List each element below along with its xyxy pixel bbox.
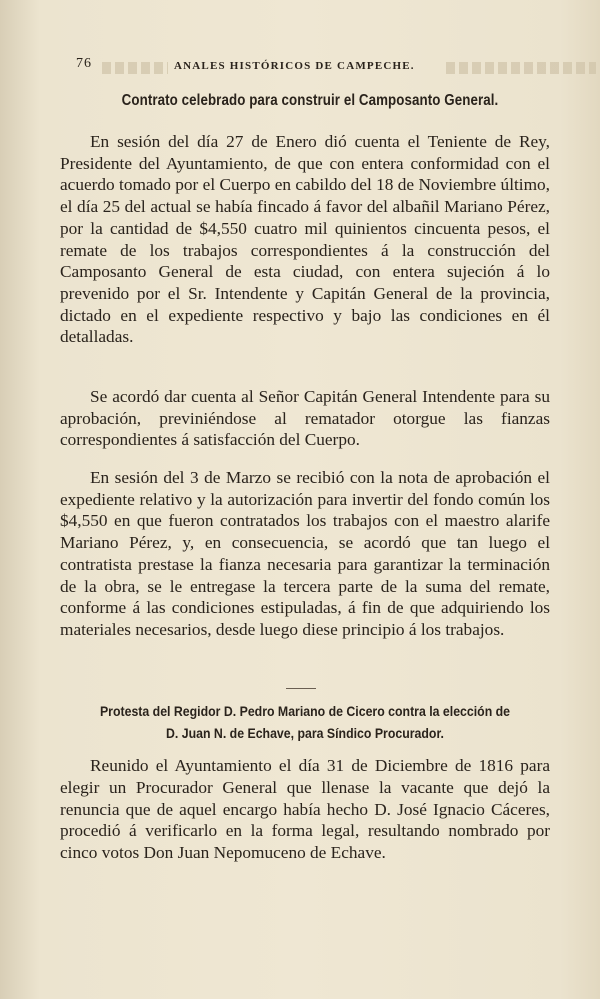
page-number: 76 bbox=[76, 56, 92, 71]
section-title-protesta bbox=[72, 700, 538, 744]
paragraph-2 bbox=[60, 386, 550, 451]
paragraph-3 bbox=[60, 467, 550, 641]
paragraph-text: En sesión del día 27 de Enero dió cuenta el Teniente de Rey, Presidente del Ayuntamiento, de que con entera conformidad con el acuerdo tomado por el Cuerpo en cabildo del 18 de Noviembre último, el día 25 del actual se había fincado á favor del albañil Mariano Pérez, por la cantidad de $4,550 cuatro mil quinientos cincuenta pesos, el remate de los trabajos correspondientes á la construcción del Camposanto General de esta ciudad, con entera sujeción á lo prevenido por el Sr. Intendente y Capitán General de la provincia, dictado en el expediente respectivo y bajo las condiciones en él detalladas. bbox=[60, 132, 550, 347]
page-header bbox=[76, 54, 536, 80]
header-ornament-left bbox=[102, 62, 168, 74]
running-title: ANALES HISTÓRICOS DE CAMPECHE. bbox=[174, 60, 415, 72]
paragraph-text: Reunido el Ayuntamiento el día 31 de Diciembre de 1816 para elegir un Procurador General que llenase la vacante que dejó la renuncia que de aquel encargo había hecho D. José Ignacio Cáceres, procedió á verificarlo en la forma legal, resultando nombrado por cinco votos Don Juan Nepomuceno de Echave. bbox=[60, 756, 550, 863]
section-title-contrato: Contrato celebrado para construir el Camposanto General. bbox=[121, 92, 499, 109]
header-ornament-right bbox=[446, 62, 596, 74]
section-title-line-2: D. Juan N. de Echave, para Síndico Procurador. bbox=[166, 725, 444, 741]
section-title-line-1: Protesta del Regidor D. Pedro Mariano de Cicero contra la elección de bbox=[99, 703, 511, 719]
paragraph-4 bbox=[60, 755, 550, 864]
paragraph-text: En sesión del 3 de Marzo se recibió con la nota de aprobación el expediente relativo y la autorización para invertir del fondo común los $4,550 en que fueron contratados los trabajos con el maestro alarife Mariano Pérez, y, en consecuencia, se acordó que tan luego el contratista prestase la fianza necesaria para garantizar la terminación de la obra, se le entregase la tercera parte de la suma del remate, conforme á las condiciones estipuladas, á fin de que adquiriendo los materiales necesarios, desde luego diese principio á los trabajos. bbox=[60, 468, 550, 639]
section-divider bbox=[286, 688, 316, 689]
paragraph-text: Se acordó dar cuenta al Señor Capitán General Intendente para su aprobación, previniéndose al rematador otorgue las fianzas correspondientes á satisfacción del Cuerpo. bbox=[60, 387, 550, 450]
paragraph-1 bbox=[60, 131, 550, 348]
